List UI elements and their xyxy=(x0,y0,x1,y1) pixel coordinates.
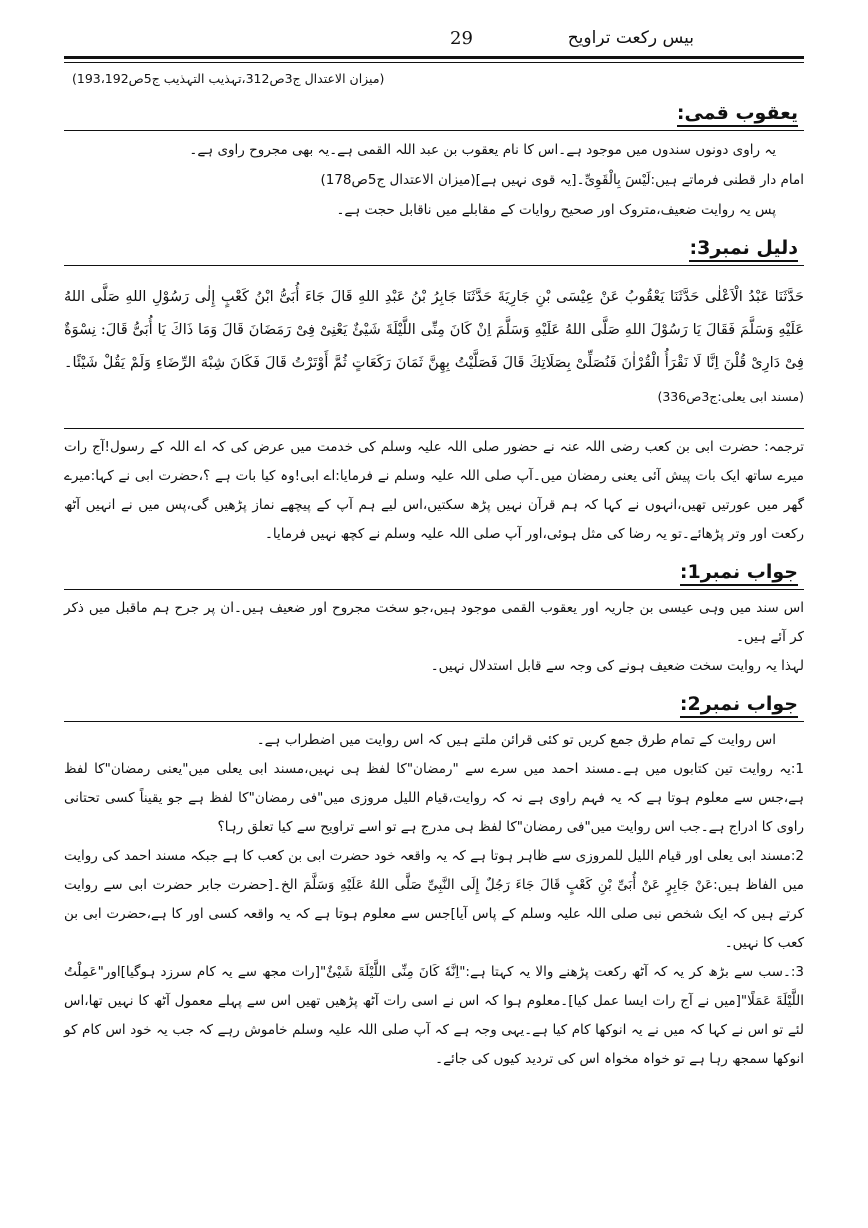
point-1: 1:یہ روایت تین کتابوں میں ہے۔مسند احمد میں سرے سے "رمضان"کا لفظ ہی نہیں،مسند ابی یعلی میں"یعنی رمضان"کا لفظ ہے،جس سے معلوم ہوتا ہے کہ یہ فہم راوی ہے نہ کہ روایت،قیام اللیل مروزی میں"فی رمضان"کا لفظ ہے جو یقیناً کسی تحتانی راوی کا ادراج ہے۔جب اس روایت میں"فی رمضان"کا لفظ ہی مدرج ہے تو اسے تراویح سے کیا تعلق رہا؟ xyxy=(64,761,804,835)
paragraph: امام دار قطنی فرماتے ہیں:لَیْسَ بِالْقَوِیِّ۔[یہ قوی نہیں ہے](میزان الاعتدال ج5ص178) xyxy=(320,172,804,188)
section-divider xyxy=(64,265,804,266)
paragraph: یہ راوی دونوں سندوں میں موجود ہے۔اس کا نام یعقوب بن عبد اللہ القمی ہے۔یہ بھی مجروح راوی ہے۔ xyxy=(189,142,776,158)
reference-top: (میزان الاعتدال ج3ص312،تہذیب التہذیب ج5ص193،192) xyxy=(72,71,385,86)
translation-paragraph: ترجمہ: حضرت ابی بن کعب رضی اللہ عنہ نے حضور صلی اللہ علیہ وسلم کی خدمت میں عرض کی کہ اے اللہ کے رسول!آج رات میرے ساتھ ایک بات پیش آئی یعنی رمضان میں۔آپ صلی اللہ علیہ وسلم نے فرمایا:اے ابی!وہ کیا بات ہے ؟،حضرت ابی نے کہا:میرے گھر میں عورتیں تھیں،انہوں نے کہا کہ ہم قرآن نہیں پڑھ سکتیں،اس لیے ہم آپ کے پیچھے نماز پڑھیں گی،پس میں نے انہیں آٹھ رکعت اور وتر پڑھائے۔تو یہ رضا کی مثل ہوئی،اور آپ صلی اللہ علیہ وسلم نے کچھ نہیں فرمایا۔ xyxy=(64,439,804,542)
page-content xyxy=(64,68,804,1074)
section-divider xyxy=(64,589,804,590)
point-3: 3:۔سب سے بڑھ کر یہ کہ آٹھ رکعت پڑھنے والا یہ کہتا ہے:"اِنَّهٗ كَانَ مِنِّی اللَّیْلَةَ شَیْئٌ"[رات مجھ سے یہ کام سرزد ہوگیا]اور"عَمِلْتُ اللَّیْلَةَ عَمَلًا"[میں نے آج رات ایسا عمل کیا]۔معلوم ہوا کہ اس نے اسی رات آٹھ پڑھیں تھیں اس سے پہلے معمول آٹھ کا نہیں تھا،اس لئے تو اس نے کہا کہ میں نے یہ انوکھا کام کیا ہے۔یہی وجہ ہے کہ آپ صلی اللہ علیہ وسلم خاموش رہے کہ جب یہ خود اس کام کو انوکھا سمجھ رہا ہے تو خواہ مخواہ اس کی تردید کیوں کی جائے۔ xyxy=(64,964,804,1067)
heading-yaqub-qummi xyxy=(64,98,804,128)
heading-text: جواب نمبر2: xyxy=(680,693,798,718)
paragraph: پس یہ روایت ضعیف،متروک اور صحیح روایات کے مقابلے میں ناقابل حجت ہے۔ xyxy=(336,202,776,218)
section-divider xyxy=(64,130,804,131)
paragraph: لہذا یہ روایت سخت ضعیف ہونے کی وجہ سے قابل استدلال نہیں۔ xyxy=(430,658,804,674)
book-title: بیس رکعت تراویح xyxy=(567,28,694,48)
hadith-body: حَدَّثَنَا عَبْدُ الْاَعْلٰى حَدَّثَنَا یَعْقُوبُ عَنْ عِیْسَى بْنِ جَارِیَةَ حَدَّثَنَا جَابِرُ بْنُ عَبْدِ اللهِ قَالَ جَاءَ أُبَیُّ ابْنُ كَعْبٍ إِلٰى رَسُوْلِ اللهِ صَلَّى اللهُ عَلَیْهِ وَسَلَّمَ فَقَالَ یَا رَسُوْلَ اللهِ صَلَّى اللهُ عَلَیْهِ وَسَلَّمَ اِنْ كَانَ مِنِّی اللَّیْلَةَ شَیْئٌ یَعْنِیْ فِیْ رَمَضَانَ قَالَ وَمَا ذَاكَ یَا أُبَیُّ قَالَ: نِسْوَةٌ فِیْ دَارِیْ قُلْنَ اِنَّا لَا نَقْرَأُ الْقُرْاٰنَ فَنُصَلِّیْ بِصَلَاتِكَ قَالَ فَصَلَّیْتُ بِهِنَّ ثَمَانَ رَكَعَاتٍ ثُمَّ أَوْتَرْتُ قَالَ فَكَانَ شِبْهَ الرِّضَاءِ وَلَمْ یَقُلْ شَیْئًا۔ xyxy=(64,288,804,371)
paragraph: اس سند میں وہی عیسی بن جاریہ اور یعقوب القمی موجود ہیں،جو سخت مجروح اور ضعیف ہیں۔ان پر جرح ہم ماقبل میں ذکر کر آئے ہیں۔ xyxy=(64,600,804,645)
heading-text: دلیل نمبر3: xyxy=(689,237,798,262)
heading-text: یعقوب قمی: xyxy=(677,102,798,127)
header-rule-thin xyxy=(64,62,804,63)
heading-jawab-1 xyxy=(64,557,804,587)
section-divider xyxy=(64,721,804,722)
arabic-hadith-text xyxy=(64,281,804,414)
heading-text: جواب نمبر1: xyxy=(680,561,798,586)
paragraph: اس روایت کے تمام طرق جمع کریں تو کئی قرائن ملتے ہیں کہ اس روایت میں اضطراب ہے۔ xyxy=(256,732,776,748)
heading-jawab-2 xyxy=(64,689,804,719)
page-header xyxy=(64,26,804,54)
hadith-reference: (مسند ابی یعلی:ج3ص336) xyxy=(657,388,804,404)
header-rule xyxy=(64,56,804,59)
point-2: 2:مسند ابی یعلی اور قیام اللیل للمروزی سے ظاہر ہوتا ہے کہ یہ واقعہ خود حضرت ابی بن کعب کا ہے جبکہ مسند احمد کی روایت میں الفاظ ہیں:عَنْ جَابِرٍ عَنْ أُبَیِّ بْنِ كَعْبٍ قَالَ جَاءَ رَجُلٌ إِلَى النَّبِیِّ صَلَّى اللهُ عَلَیْهِ وَسَلَّمَ الخ۔[حضرت جابر حضرت ابی سے روایت کرتے ہیں کہ ایک شخص نبی صلی اللہ علیہ وسلم کے پاس آیا]جس سے معلوم ہوتا ہے کہ یہ واقعہ کسی اور کا ہے،حضرت ابی بن کعب کا نہیں۔ xyxy=(64,848,804,951)
page-number: 29 xyxy=(450,28,473,49)
section-divider xyxy=(64,428,804,429)
heading-daleel-3 xyxy=(64,233,804,263)
